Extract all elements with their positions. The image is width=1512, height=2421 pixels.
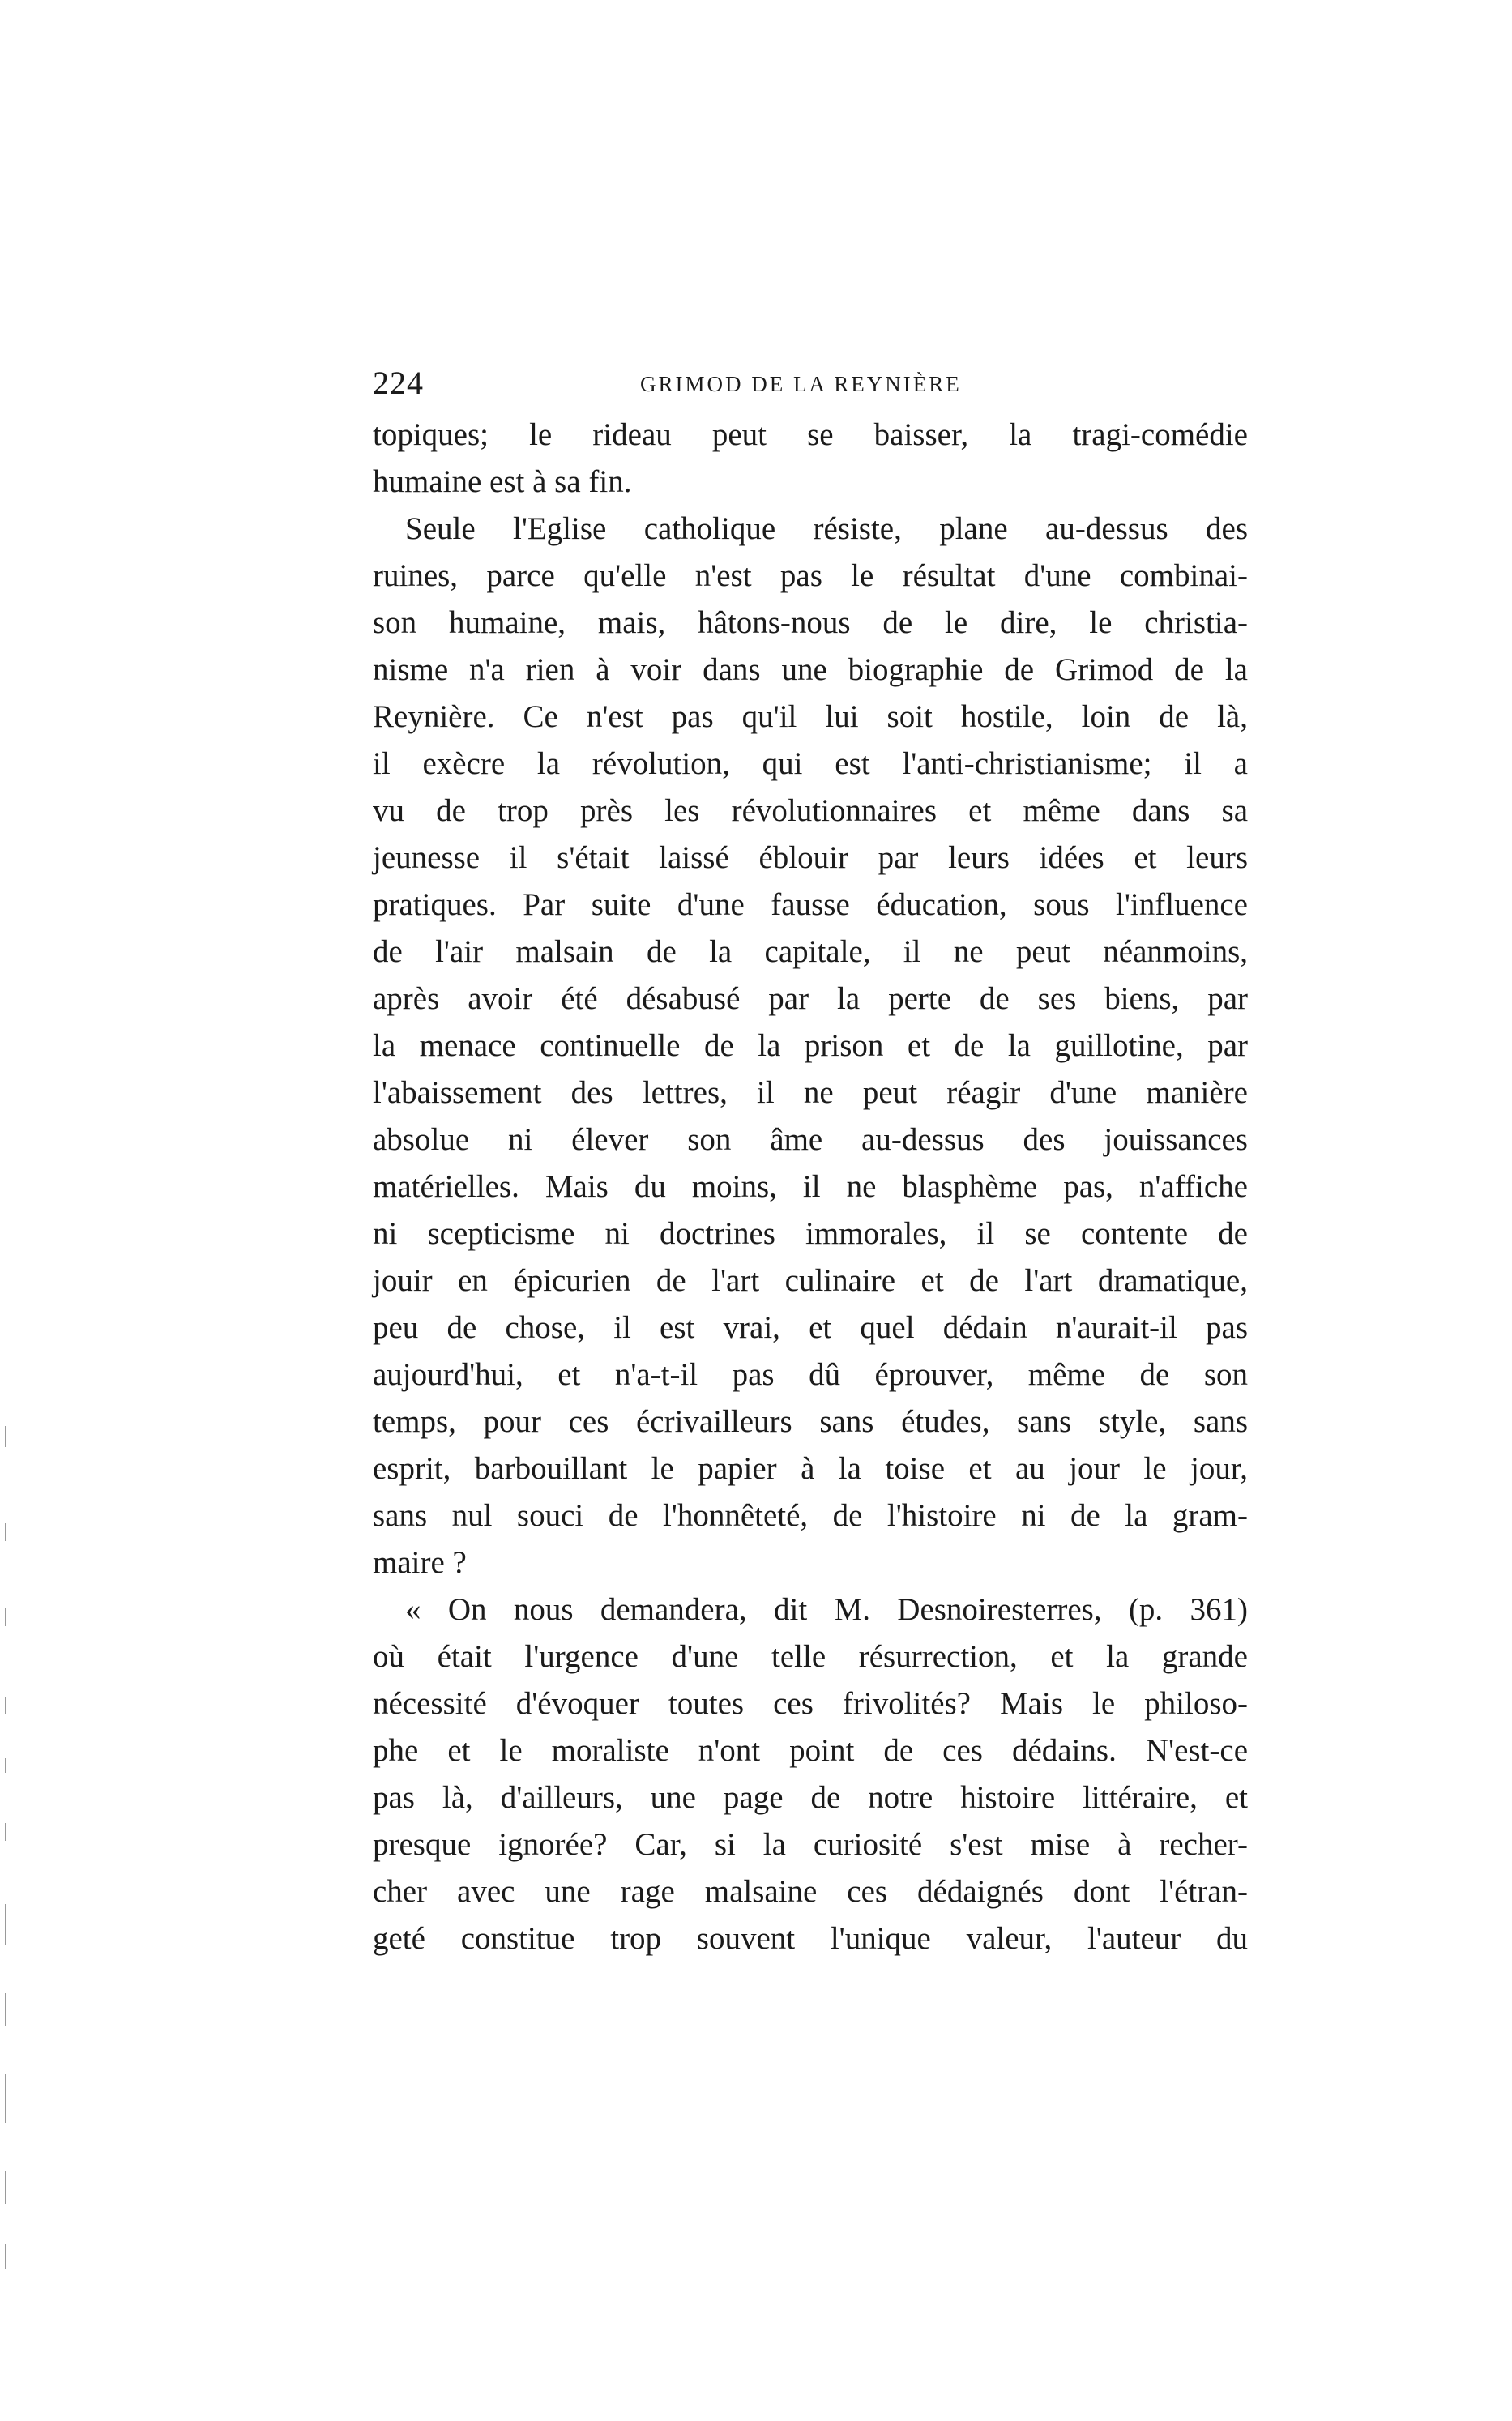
text-line: il exècre la révolution, qui est l'anti-christianisme; il a (373, 746, 1248, 781)
margin-scan-mark (5, 1993, 6, 2026)
text-line: ni scepticisme ni doctrines immorales, il se contente de (373, 1216, 1248, 1251)
text-line: nisme n'a rien à voir dans une biographie de Grimod de la (373, 652, 1248, 687)
text-line: après avoir été désabusé par la perte de ses biens, par (373, 981, 1248, 1016)
text-line: de l'air malsain de la capitale, il ne peut néanmoins, (373, 934, 1248, 969)
text-line: esprit, barbouillant le papier à la toise et au jour le jour, (373, 1451, 1248, 1486)
text-line: sans nul souci de l'honnêteté, de l'histoire ni de la gram- (373, 1498, 1248, 1533)
text-line: presque ignorée? Car, si la curiosité s'est mise à recher- (373, 1827, 1248, 1862)
text-line: « On nous demandera, dit M. Desnoiresterres, (p. 361) (405, 1592, 1248, 1627)
body-text (373, 412, 1248, 1962)
text-line: maire ? (373, 1545, 467, 1580)
text-line: matérielles. Mais du moins, il ne blasphème pas, n'affiche (373, 1169, 1248, 1204)
margin-scan-mark (5, 2074, 6, 2123)
margin-scan-mark (5, 1904, 6, 1945)
text-line: vu de trop près les révolutionnaires et même dans sa (373, 793, 1248, 828)
text-line: jouir en épicurien de l'art culinaire et de l'art dramatique, (373, 1263, 1248, 1298)
margin-scan-mark (5, 1426, 6, 1447)
margin-scan-mark (5, 2244, 6, 2269)
running-title: GRIMOD DE LA REYNIÈRE (640, 372, 962, 396)
text-line: jeunesse il s'était laissé éblouir par leurs idées et leurs (373, 840, 1248, 875)
margin-scan-mark (5, 2171, 6, 2204)
text-line: cher avec une rage malsaine ces dédaignés dont l'étran- (373, 1874, 1248, 1909)
margin-scan-mark (5, 1523, 6, 1541)
margin-scan-mark (5, 1758, 6, 1773)
text-line: pas là, d'ailleurs, une page de notre histoire littéraire, et (373, 1780, 1248, 1815)
text-line: nécessité d'évoquer toutes ces frivolités? Mais le philoso- (373, 1686, 1248, 1721)
text-line: Reynière. Ce n'est pas qu'il lui soit hostile, loin de là, (373, 699, 1248, 734)
margin-scan-mark (5, 1697, 6, 1714)
text-line: où était l'urgence d'une telle résurrection, et la grande (373, 1639, 1248, 1674)
text-line: la menace continuelle de la prison et de la guillotine, par (373, 1028, 1248, 1063)
text-line: son humaine, mais, hâtons-nous de le dire, le christia- (373, 605, 1248, 640)
text-line: absolue ni élever son âme au-dessus des jouissances (373, 1122, 1248, 1157)
text-line: humaine est à sa fin. (373, 464, 632, 499)
text-line: topiques; le rideau peut se baisser, la tragi-comédie (373, 417, 1248, 452)
text-line: pratiques. Par suite d'une fausse éducation, sous l'influence (373, 887, 1248, 922)
page-number: 224 (373, 365, 424, 401)
text-line: temps, pour ces écrivailleurs sans études, sans style, sans (373, 1404, 1248, 1439)
margin-scan-mark (5, 1608, 6, 1626)
text-line: aujourd'hui, et n'a-t-il pas dû éprouver, même de son (373, 1357, 1248, 1392)
running-head (373, 363, 1248, 404)
text-line: geté constitue trop souvent l'unique valeur, l'auteur du (373, 1921, 1248, 1956)
text-line: Seule l'Eglise catholique résiste, plane au-dessus des (405, 511, 1248, 546)
text-line: ruines, parce qu'elle n'est pas le résultat d'une combinai- (373, 558, 1248, 593)
text-line: peu de chose, il est vrai, et quel dédain n'aurait-il pas (373, 1310, 1248, 1345)
margin-scan-mark (5, 1823, 6, 1841)
text-line: phe et le moraliste n'ont point de ces dédains. N'est-ce (373, 1733, 1248, 1768)
text-line: l'abaissement des lettres, il ne peut réagir d'une manière (373, 1075, 1248, 1110)
